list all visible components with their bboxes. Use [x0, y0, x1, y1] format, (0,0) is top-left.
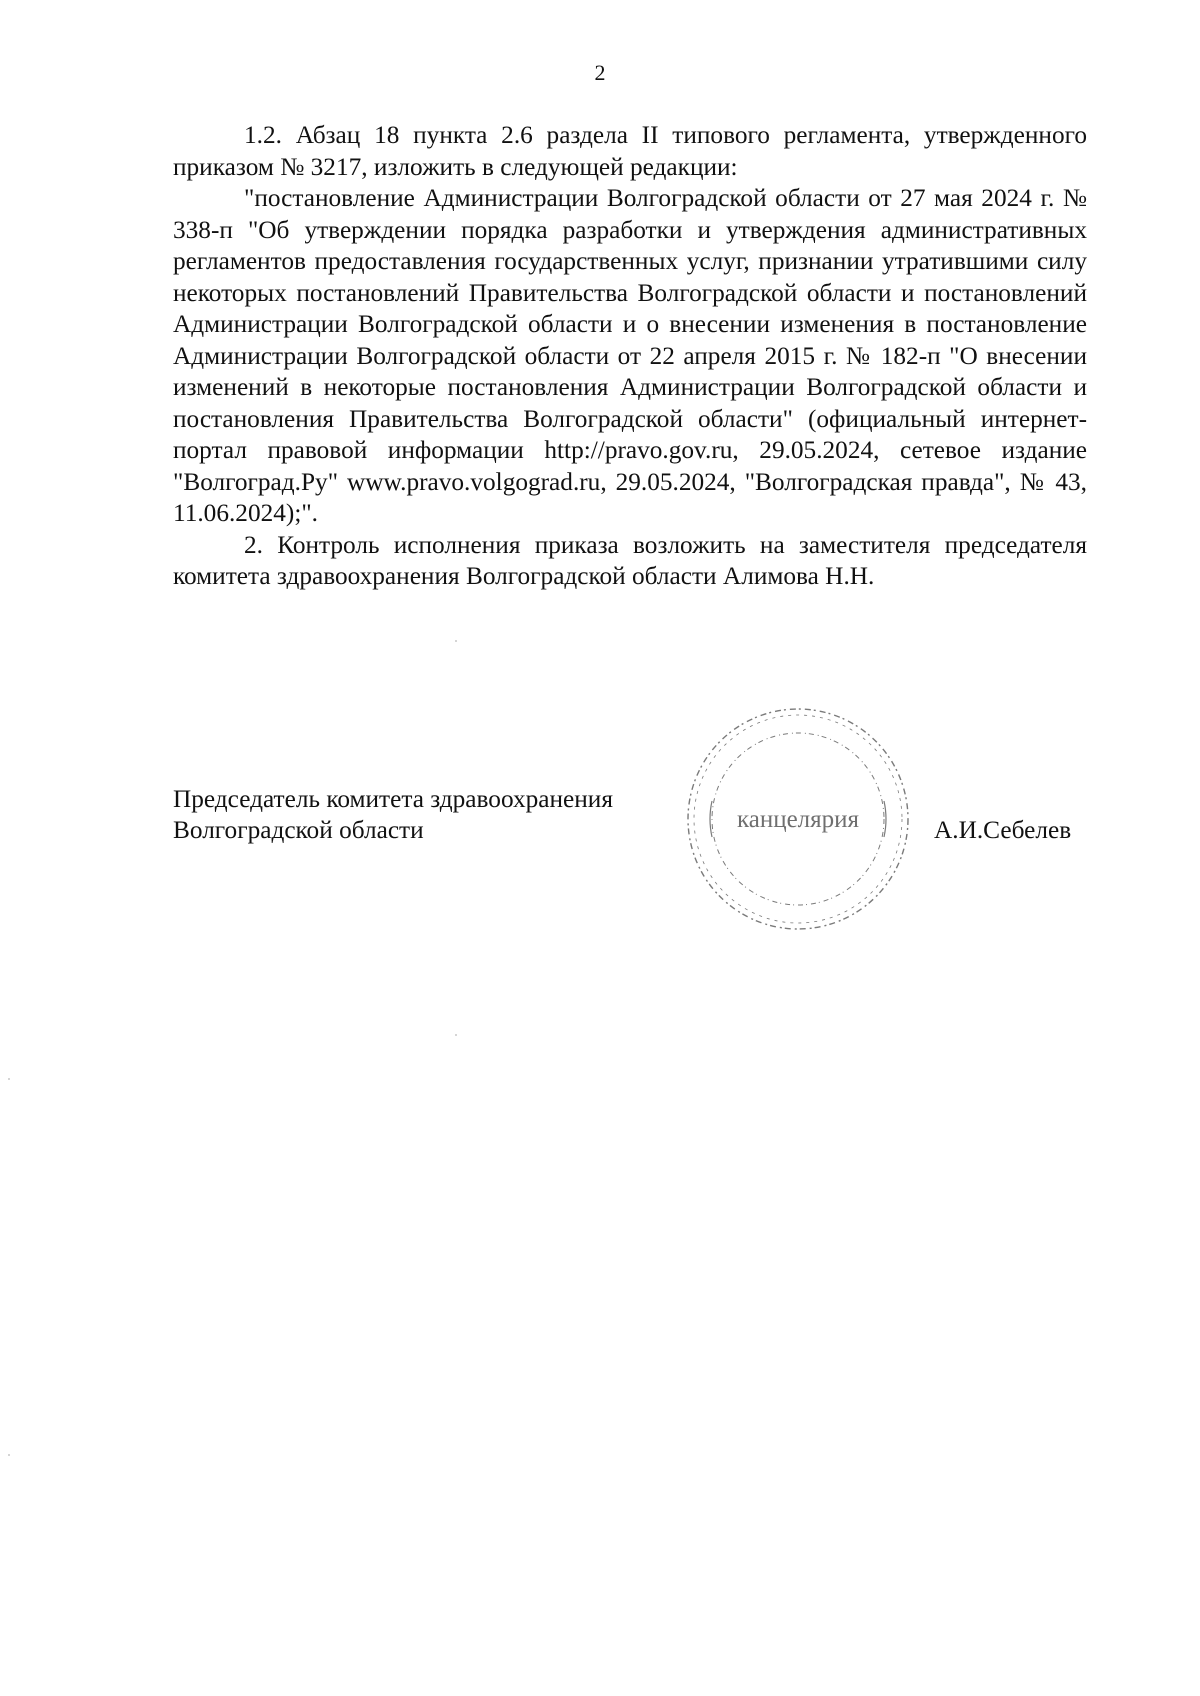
- scan-speck: [455, 1034, 457, 1036]
- scan-speck: [8, 1078, 10, 1080]
- scan-speck: [455, 640, 457, 642]
- paragraph-2-control: 2. Контроль исполнения приказа возложить на заместителя председателя комитета здравоохранения Волгоградской области Алимова Н.Н.: [173, 530, 1087, 590]
- paragraph-1-2: 1.2. Абзац 18 пункта 2.6 раздела II типового регламента, утвержденного приказом № 3217, изложить в следующей редакции:: [173, 121, 1087, 181]
- signatory-position-line-2: Волгоградской области: [173, 816, 424, 844]
- signatory-position: [173, 784, 613, 846]
- page-number: 2: [594, 60, 606, 85]
- office-stamp: [682, 703, 914, 935]
- document-body: [173, 120, 1087, 593]
- office-stamp-label: канцелярия: [736, 806, 860, 833]
- signatory-position-line-1: Председатель комитета здравоохранения: [173, 785, 613, 813]
- office-stamp-seal-icon: [682, 703, 914, 935]
- scan-speck: [8, 1454, 10, 1456]
- signatory-name: А.И.Себелев: [934, 816, 1072, 844]
- paragraph-quoted-decree: "постановление Администрации Волгоградской области от 27 мая 2024 г. № 338-п "Об утверждении порядка разработки и утверждения административных регламентов предоставления государственных услуг, признании утратившими силу некоторых постановлений Правительства Волгоградской области и постановлений Администрации Волгоградской области и о внесении изменения в постановление Администрации Волгоградской области от 22 апреля 2015 г. № 182-п "О внесении изменений в некоторые постановления Администрации Волгоградской области и постановления Правительства Волгоградской области" (официальный интернет-портал правовой информации http://pravo.gov.ru, 29.05.2024, сетевое издание "Волгоград.Ру" www.pravo.volgograd.ru, 29.05.2024, "Волгоградская правда", № 43, 11.06.2024);".: [173, 184, 1087, 527]
